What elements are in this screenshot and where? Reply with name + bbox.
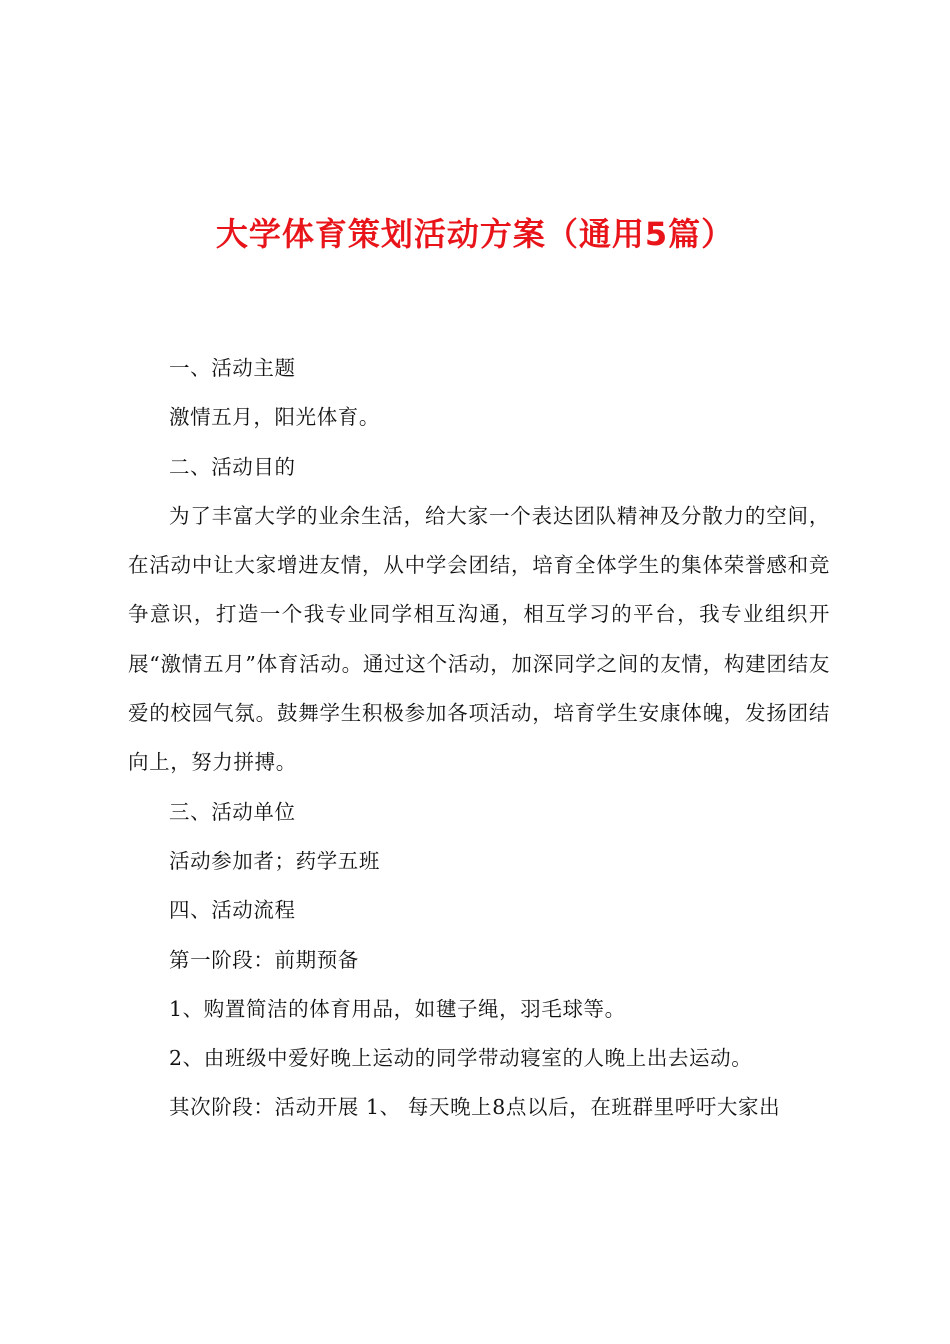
list-item-1: 1、购置简洁的体育用品，如毽子绳，羽毛球等。 — [169, 996, 626, 1021]
section-heading-unit: 三、活动单位 — [169, 799, 296, 824]
paragraph-purpose-text: 为了丰富大学的业余生活，给大家一个表达团队精神及分散力的空间，在活动中让大家增进友情，从中学会团结，培育全体学生的集体荣誉感和竞争意识，打造一个我专业同学相互沟通，相互学习的平台，我专业组织开展“激情五月”体育活动。通过这个活动，加深同学之间的友情，构建团结友爱的校园气氛。鼓舞学生积极参加各项活动，培育学生安康体魄，发扬团结向上，努力拼搏。 — [128, 503, 830, 775]
document-title: 大学体育策划活动方案（通用5篇） — [215, 215, 735, 253]
paragraph-participants: 活动参加者；药学五班 — [169, 848, 380, 873]
section-heading-theme: 一、活动主题 — [169, 356, 296, 380]
document-body — [128, 344, 830, 1133]
paragraph-stage-two: 其次阶段：活动开展 1、 每天晚上8点以后，在班群里呼吁大家出 — [169, 1095, 781, 1120]
section-heading-purpose: 二、活动目的 — [169, 454, 296, 479]
list-item-2: 2、由班级中爱好晚上运动的同学带动寝室的人晚上出去运动。 — [169, 1046, 753, 1071]
paragraph-stage-one: 第一阶段：前期预备 — [169, 947, 359, 972]
paragraph-theme-text: 激情五月，阳光体育。 — [169, 405, 380, 430]
section-heading-process: 四、活动流程 — [169, 898, 296, 923]
